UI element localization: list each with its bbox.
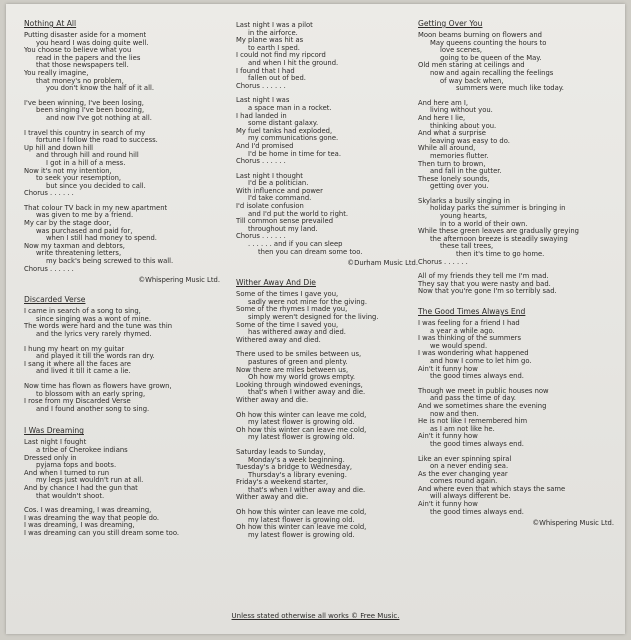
song-title: Nothing At All bbox=[24, 19, 77, 28]
lyric-line: holiday parks the summer is bringing in bbox=[430, 204, 566, 213]
song-block bbox=[24, 294, 220, 413]
lyric-line: my legs just wouldn't run at all. bbox=[36, 476, 144, 485]
lyric-line: I rose from my Discarded Verse bbox=[24, 397, 131, 406]
lyric-line: Chorus . . . . . . bbox=[24, 264, 74, 273]
lyric-line: some distant galaxy. bbox=[248, 119, 319, 128]
lyric-line: Oh how this winter can leave me cold, bbox=[236, 523, 367, 532]
lyric-line: I got in a hill of a mess. bbox=[46, 158, 126, 167]
lyric-line: And here am I, bbox=[418, 98, 469, 107]
lyric-line: and played it till the words ran dry. bbox=[36, 352, 155, 361]
lyric-line: I'd be home in time for tea. bbox=[248, 149, 341, 158]
lyric-line: Now that you're gone I'm so terribly sad. bbox=[418, 287, 557, 296]
song-block bbox=[24, 425, 220, 537]
lyric-line: I was wondering what happened bbox=[418, 349, 529, 358]
column-left bbox=[24, 18, 220, 537]
lyric-line: now and again recalling the feelings bbox=[430, 68, 554, 77]
lyric-line: has withered away and died. bbox=[248, 328, 346, 337]
lyric-line: While these green leaves are gradually greying bbox=[418, 227, 579, 236]
lyric-line: that's when I wither away and die. bbox=[248, 388, 366, 397]
lyric-line: and fall in the gutter. bbox=[430, 167, 502, 176]
lyric-line: While all around, bbox=[418, 144, 476, 153]
lyric-line: to earth I sped. bbox=[248, 43, 300, 52]
lyric-line: Monday's a week beginning. bbox=[248, 455, 345, 464]
lyric-line: was given to me by a friend. bbox=[36, 211, 134, 220]
lyric-line: the good times always end. bbox=[430, 507, 524, 516]
lyric-line: pyjama tops and boots. bbox=[36, 461, 117, 470]
lyric-line: Till common sense prevailed bbox=[236, 217, 334, 226]
lyric-line: Looking through windowed evenings, bbox=[236, 380, 363, 389]
lyric-line: Last night I fought bbox=[24, 438, 87, 447]
lyric-line: and I'd put the world to right. bbox=[248, 209, 349, 218]
lyric-line: that wouldn't shoot. bbox=[36, 491, 105, 500]
lyric-line: Last night I was a pilot bbox=[236, 21, 313, 29]
lyric-line: Tuesday's a bridge to Wednesday, bbox=[236, 463, 353, 472]
lyric-line: that money's no problem, bbox=[36, 76, 124, 85]
lyric-line: Saturday leads to Sunday, bbox=[236, 447, 326, 456]
song-block bbox=[236, 22, 418, 267]
lyric-line: I was thinking of the summers bbox=[418, 334, 522, 343]
lyric-line: my latest flower is growing old. bbox=[248, 418, 355, 427]
lyric-line: and the lyrics very rarely rhymed. bbox=[36, 330, 152, 338]
song-title: Getting Over You bbox=[418, 19, 483, 28]
lyric-line: I travel this country in search of my bbox=[24, 128, 146, 137]
lyric-line: been singing I've been boozing, bbox=[36, 106, 145, 115]
lyric-line: Chorus . . . . . . bbox=[236, 157, 286, 166]
lyric-line: a year a while ago. bbox=[430, 326, 495, 335]
song-block bbox=[418, 306, 614, 527]
lyric-line: of way back when, bbox=[440, 76, 504, 85]
lyric-line: I'd take command. bbox=[248, 194, 312, 203]
lyric-line: They say that you were nasty and bad. bbox=[418, 279, 551, 288]
lyric-line: And here I lie, bbox=[418, 113, 466, 122]
lyric-line: read in the papers and the lies bbox=[36, 53, 141, 62]
footer-credit: Unless stated otherwise all works © Free Music. bbox=[231, 612, 400, 620]
lyric-line: love scenes, bbox=[440, 46, 483, 55]
lyric-line: Old men staring at ceilings and bbox=[418, 61, 525, 70]
lyric-line: Withered away and died. bbox=[236, 335, 321, 344]
lyric-line: As the ever changing year bbox=[418, 469, 508, 478]
lyric-line: And what a surprise bbox=[418, 129, 486, 138]
lyric-sheet bbox=[6, 4, 625, 634]
lyric-line: thinking about you. bbox=[430, 121, 497, 130]
lyric-line: Chorus . . . . . . bbox=[236, 232, 286, 241]
lyric-line: I was dreaming can you still dream some too. bbox=[24, 528, 180, 537]
lyric-line: And we sometimes share the evening bbox=[418, 401, 547, 410]
lyric-line: . . . . . . and if you can sleep bbox=[248, 240, 343, 249]
lyric-line: I hung my heart on my guitar bbox=[24, 344, 125, 353]
lyric-line: Now time has flown as flowers have grown, bbox=[24, 381, 172, 390]
lyric-line: And where even that which stays the same bbox=[418, 484, 566, 493]
lyric-line: Ain't it funny how bbox=[418, 432, 478, 441]
lyric-line: I've been winning, I've been losing, bbox=[24, 98, 144, 107]
lyric-line: my latest flower is growing old. bbox=[248, 530, 355, 539]
lyric-line: Wither away and die. bbox=[236, 395, 309, 404]
lyric-line: then you can dream some too. bbox=[258, 247, 363, 256]
lyric-line: May queens counting the hours to bbox=[430, 38, 547, 47]
lyric-line: Ain't it funny how bbox=[418, 500, 478, 509]
lyric-line: and when I hit the ground. bbox=[248, 58, 339, 67]
lyric-line: living without you. bbox=[430, 106, 493, 115]
lyric-line: Now it's not my intention, bbox=[24, 166, 112, 175]
lyric-line: Oh how this winter can leave me cold, bbox=[236, 508, 367, 517]
copyright-notice: ©Whispering Music Ltd. bbox=[532, 519, 614, 528]
lyric-line: There used to be smiles between us, bbox=[236, 350, 362, 359]
song-title: I Was Dreaming bbox=[24, 426, 84, 436]
lyric-line: Like an ever spinning spiral bbox=[418, 454, 512, 463]
lyric-line: I'd be a politician. bbox=[248, 179, 309, 188]
lyric-line: Oh how this winter can leave me cold, bbox=[236, 410, 367, 419]
lyric-line: getting over you. bbox=[430, 182, 489, 191]
lyric-line: you don't know the half of it all. bbox=[46, 84, 155, 93]
lyric-line: Now my taxman and debtors, bbox=[24, 241, 125, 250]
lyric-line: memories flutter. bbox=[430, 151, 489, 160]
lyric-line: My plane was hit as bbox=[236, 36, 304, 45]
lyric-line: Thursday's a library evening. bbox=[248, 470, 347, 479]
lyric-line: My fuel tanks had exploded, bbox=[236, 126, 333, 135]
lyric-line: Last night I was bbox=[236, 96, 290, 105]
lyric-line: Chorus . . . . . . bbox=[236, 81, 286, 90]
lyric-line: leaving was easy to do. bbox=[430, 136, 510, 145]
lyric-line: then it's time to go home. bbox=[456, 250, 545, 259]
lyric-line: I came in search of a song to sing, bbox=[24, 307, 141, 316]
lyric-line: my back's being screwed to this wall. bbox=[46, 257, 174, 266]
lyric-line: Moon beams burning on flowers and bbox=[418, 31, 542, 39]
lyric-line: All of my friends they tell me I'm mad. bbox=[418, 272, 549, 281]
lyric-line: Chorus . . . . . . bbox=[418, 257, 468, 266]
lyric-line: the afternoon breeze is steadily swaying bbox=[430, 234, 568, 243]
lyric-line: I found that I had bbox=[236, 66, 295, 75]
lyric-line: Friday's a weekend starter, bbox=[236, 478, 329, 487]
lyric-line: sadly were not mine for the giving. bbox=[248, 297, 367, 306]
lyric-line: Dressed only in bbox=[24, 453, 77, 462]
lyric-line: Ain't it funny how bbox=[418, 364, 478, 373]
lyric-line: you heard I was doing quite well. bbox=[36, 38, 149, 47]
lyric-line: in to a world of their own. bbox=[440, 219, 528, 228]
lyric-line: I had landed in bbox=[236, 111, 287, 120]
lyric-line: I was dreaming, I was dreaming, bbox=[24, 521, 135, 530]
lyric-line: and lived it till it came a lie. bbox=[36, 367, 131, 376]
lyric-line: we would spend. bbox=[430, 341, 488, 350]
lyric-line: He is not like I remembered him bbox=[418, 417, 528, 426]
lyric-line: Chorus . . . . . . bbox=[24, 189, 74, 198]
lyric-line: Wither away and die. bbox=[236, 493, 309, 502]
lyric-line: The words were hard and the tune was thin bbox=[24, 322, 173, 331]
lyric-line: now and then. bbox=[430, 409, 479, 418]
lyric-line: and how I come to let him go. bbox=[430, 356, 532, 365]
lyric-line: young hearts, bbox=[440, 212, 488, 221]
lyric-line: a tribe of Cherokee indians bbox=[36, 445, 128, 454]
lyric-line: Putting disaster aside for a moment bbox=[24, 31, 147, 39]
lyric-line: the good times always end. bbox=[430, 372, 524, 381]
lyric-line: I sang it where all the faces are bbox=[24, 359, 131, 368]
song-title: Wither Away And Die bbox=[236, 278, 316, 288]
lyric-line: Now there are miles between us, bbox=[236, 365, 349, 374]
lyric-line: but since you decided to call. bbox=[46, 181, 146, 190]
lyric-line: Last night I thought bbox=[236, 171, 303, 180]
lyric-line: Skylarks a busily singing in bbox=[418, 196, 510, 205]
lyric-line: You choose to believe what you bbox=[24, 46, 132, 55]
lyric-line: These lonely sounds, bbox=[418, 174, 490, 183]
song-block bbox=[24, 18, 220, 284]
song-title: The Good Times Always End bbox=[418, 307, 526, 316]
lyric-line: the good times always end. bbox=[430, 439, 524, 448]
song-title: Discarded Verse bbox=[24, 295, 86, 305]
lyric-line: my latest flower is growing old. bbox=[248, 433, 355, 442]
lyric-line: pastures of green and plenty. bbox=[248, 357, 348, 366]
lyric-line: was purchased and paid for, bbox=[36, 226, 133, 235]
lyric-line: on a never ending sea. bbox=[430, 462, 509, 471]
lyric-line: fortune I follow the road to success. bbox=[36, 136, 158, 145]
lyric-line: that's when I wither away and die. bbox=[248, 485, 366, 494]
lyric-line: to seek your resemption, bbox=[36, 174, 122, 183]
lyric-line: and pass the time of day. bbox=[430, 394, 516, 403]
lyric-line: these tall trees, bbox=[440, 242, 494, 251]
column-right bbox=[418, 18, 614, 527]
lyric-line: fallen out of bed. bbox=[248, 74, 306, 83]
lyric-line: comes round again. bbox=[430, 477, 498, 486]
lyric-line: With influence and power bbox=[236, 186, 323, 195]
lyric-line: when I still had money to spend. bbox=[46, 234, 157, 243]
lyric-line: Though we meet in public houses now bbox=[418, 386, 549, 395]
lyric-line: Cos. I was dreaming, I was dreaming, bbox=[24, 506, 152, 515]
lyric-line: Then turn to brown, bbox=[418, 159, 486, 168]
lyric-line: simply weren't designed for the living. bbox=[248, 313, 379, 321]
lyric-line: Some of the times I gave you, bbox=[236, 290, 339, 299]
lyric-line: and now I've got nothing at all. bbox=[46, 113, 152, 122]
lyric-line: And by chance I had the gun that bbox=[24, 483, 138, 492]
lyric-line: Some of the time I saved you, bbox=[236, 320, 339, 329]
lyric-line: write threatening letters, bbox=[36, 249, 122, 258]
lyric-line: that those newspapers tell. bbox=[36, 61, 129, 70]
lyric-line: I was feeling for a friend I had bbox=[418, 319, 520, 327]
lyric-line: And when I turned to run bbox=[24, 468, 110, 477]
lyric-line: as I am not like he. bbox=[430, 424, 495, 433]
lyric-line: Oh how this winter can leave me cold, bbox=[236, 425, 367, 434]
lyric-line: and I found another song to sing. bbox=[36, 404, 150, 413]
lyric-line: going to be queen of the May. bbox=[440, 53, 542, 62]
lyric-line: My car by the stage door, bbox=[24, 219, 112, 228]
lyric-line: since singing was a wont of mine. bbox=[36, 314, 152, 323]
lyric-line: throughout my land. bbox=[248, 224, 318, 233]
lyric-line: Some of the rhymes I made you, bbox=[236, 305, 348, 314]
copyright-notice: ©Whispering Music Ltd. bbox=[138, 276, 220, 285]
song-block bbox=[418, 18, 614, 296]
lyric-line: And I'd promised bbox=[236, 141, 294, 150]
lyric-line: Up hill and down hill bbox=[24, 143, 94, 152]
lyric-line: my communications gone. bbox=[248, 134, 339, 143]
copyright-notice: ©Durham Music Ltd. bbox=[347, 259, 418, 268]
lyric-line: That colour TV back in my new apartment bbox=[24, 203, 168, 212]
lyric-line: my latest flower is growing old. bbox=[248, 515, 355, 524]
lyric-line: and through hill and round hill bbox=[36, 151, 139, 160]
column-middle bbox=[236, 22, 418, 539]
lyric-line: I'd isolate confusion bbox=[236, 202, 304, 211]
lyric-line: will always different be. bbox=[430, 492, 511, 501]
lyric-line: You really imagine, bbox=[24, 68, 89, 77]
lyric-line: in the airforce. bbox=[248, 28, 298, 37]
lyric-line: a space man in a rocket. bbox=[248, 103, 332, 112]
lyric-line: Oh how my world grows empty. bbox=[248, 373, 356, 382]
lyric-line: I could not find my ripcord bbox=[236, 51, 326, 60]
lyric-line: I was dreaming the way that people do. bbox=[24, 513, 160, 522]
song-block bbox=[236, 277, 418, 539]
lyric-line: to blossom with an early spring, bbox=[36, 389, 146, 398]
lyric-line: summers were much like today. bbox=[456, 84, 564, 93]
